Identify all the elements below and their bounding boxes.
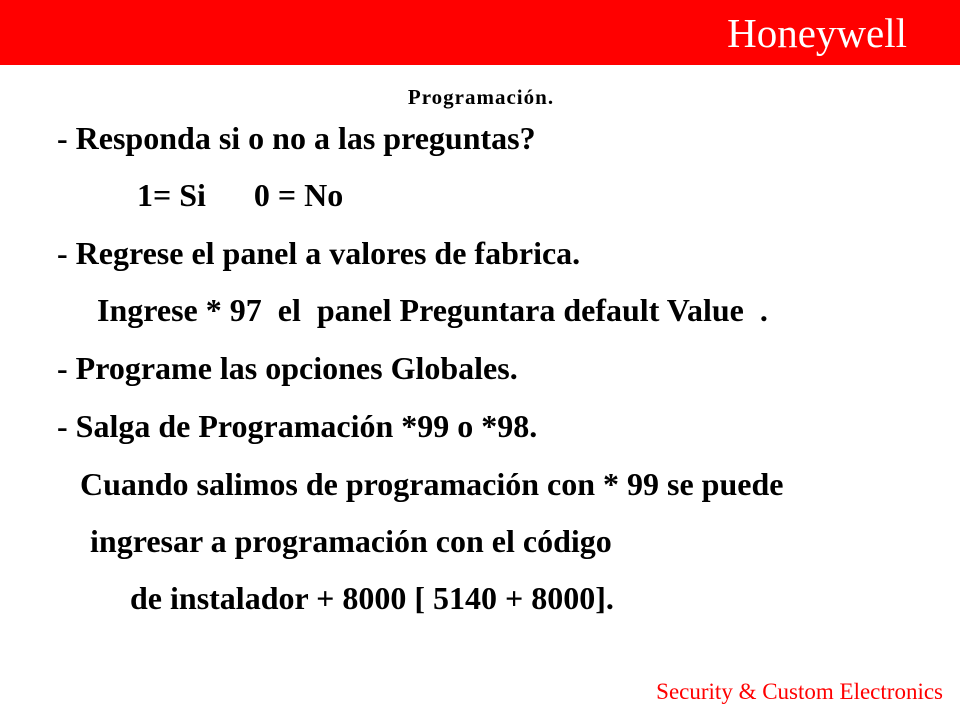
footer-tagline: Security & Custom Electronics — [656, 679, 943, 704]
line-answer-questions: - Responda si o no a las preguntas? — [57, 120, 536, 156]
brand-logo-text: Honeywell — [727, 10, 907, 56]
line-installer-code: de instalador + 8000 [ 5140 + 8000]. — [130, 580, 614, 616]
line-reenter-note: ingresar a programación con el código — [90, 523, 612, 559]
line-enter-97: Ingrese * 97 el panel Preguntara default Value . — [97, 292, 768, 328]
header-banner — [0, 0, 960, 65]
line-yes-no-legend: 1= Si 0 = No — [137, 177, 344, 213]
line-global-options: - Programe las opciones Globales. — [57, 350, 518, 386]
slide-subtitle: Programación. — [407, 85, 555, 109]
line-factory-reset: - Regrese el panel a valores de fabrica. — [57, 235, 581, 271]
line-exit-99-note: Cuando salimos de programación con * 99 se puede — [80, 466, 784, 502]
line-exit-programming: - Salga de Programación *99 o *98. — [57, 408, 538, 444]
